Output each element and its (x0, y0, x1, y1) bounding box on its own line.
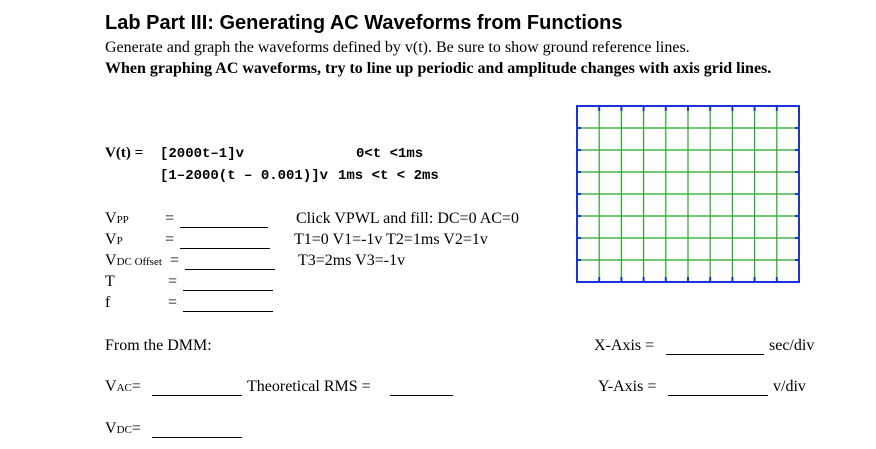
theoretical-rms-field[interactable] (390, 381, 453, 396)
vdc-offset-equals: = (170, 252, 180, 269)
y-axis-unit: v/div (773, 378, 806, 395)
vp-equals: = (165, 231, 175, 248)
equation-line1-expr: [2000t–1]v (160, 146, 245, 162)
vac-label: VAC= (105, 378, 141, 395)
frequency-equals: = (168, 294, 178, 311)
vpwl-instruction-2: T1=0 V1=-1v T2=1ms V2=1v (294, 231, 488, 248)
vdc-label: VDC= (105, 420, 141, 437)
equation-line1-range: 0<t <1ms (356, 146, 424, 162)
y-axis-label: Y-Axis = (598, 378, 657, 395)
period-equals: = (168, 273, 178, 290)
vpwl-instruction-3: T3=2ms V3=-1v (298, 252, 406, 269)
vp-field[interactable] (180, 234, 270, 249)
vpp-equals: = (165, 210, 175, 227)
x-axis-label: X-Axis = (594, 337, 655, 354)
page-title: Lab Part III: Generating AC Waveforms from Functions (105, 12, 623, 34)
vdc-offset-field[interactable] (185, 255, 275, 270)
equation-lhs: V(t) = (105, 145, 144, 161)
equation-line2-range: 1ms <t < 2ms (338, 168, 439, 184)
frequency-field[interactable] (183, 297, 273, 312)
vdc-field[interactable] (152, 423, 242, 438)
vac-field[interactable] (152, 381, 242, 396)
vpwl-instruction-1: Click VPWL and fill: DC=0 AC=0 (296, 210, 519, 227)
graph-grid[interactable] (576, 105, 800, 283)
vdc-offset-label: VDC Offset (105, 252, 162, 269)
x-axis-field[interactable] (666, 340, 764, 355)
vp-label: VP (105, 231, 123, 248)
equation-line2-expr: [1–2000(t – 0.001)]v (160, 168, 329, 184)
y-axis-field[interactable] (668, 381, 768, 396)
theoretical-rms-label: Theoretical RMS = (247, 378, 371, 395)
graphing-note: When graphing AC waveforms, try to line up periodic and amplitude changes with axis grid lines. (105, 60, 772, 77)
x-axis-unit: sec/div (769, 337, 815, 354)
vpp-field[interactable] (180, 213, 268, 228)
vpp-label: VPP (105, 210, 129, 227)
intro-text: Generate and graph the waveforms defined by v(t). Be sure to show ground reference lines. (105, 39, 690, 56)
frequency-label: f (105, 294, 111, 311)
dmm-heading: From the DMM: (105, 337, 212, 354)
period-field[interactable] (183, 276, 273, 291)
period-label: T (105, 273, 115, 290)
